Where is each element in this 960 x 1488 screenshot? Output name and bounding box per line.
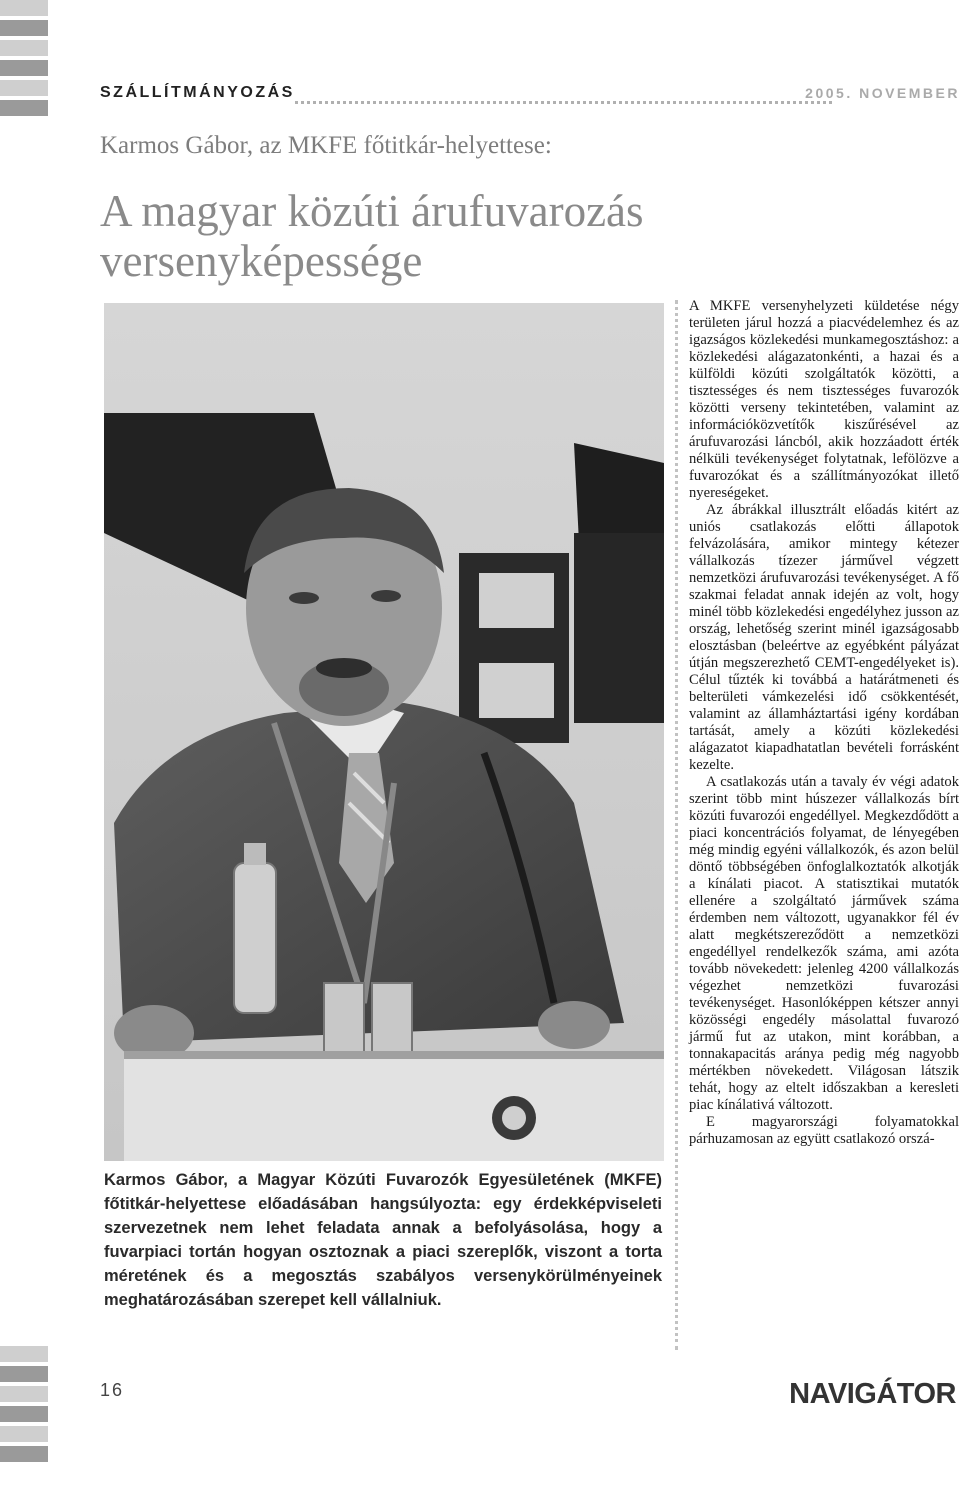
body-paragraph: A csatlakozás után a tavaly év végi adatok szerint több mint húszezer vállalkozás bírt közúti fuvarozói engedéllyel. Megkezdődött a piaci koncentrációs folyamat, de lényegében még mindig egyéni vállalkozók, és azon belül döntő többségében önfoglalkoztatók alkotják a kínálati piacot. A statisztikai mutatók ellenére a szolgáltató járművek száma érdemben nem változott, ugyanakkor fél év alatt megkétszereződött a nemzetközi engedéllyel rendelkezők száma, ami azóta tovább növekedett: jelenleg 4200 vállalkozás végezhet nemzetközi fuvarozási tevékenységet. Hasonlóképpen kétszer annyi közösségi engedély másolattal fuvarozó jármű fut az utakon, mint korábban, a tonnakapacitás aránya pedig még nagyobb mértékben növekedett. Világosan látszik tehát, hogy az eltelt időszakban a keresleti piac kínálativá változott.: [689, 774, 959, 1113]
section-label: SZÁLLÍTMÁNYOZÁS: [100, 84, 295, 101]
running-header: [100, 80, 960, 110]
body-paragraph: Az ábrákkal illusztrált előadás kitért az uniós csatlakozás előtti állapotok felvázolására, amikor mintegy kétezer vállalkozás tízezer járművel végzett nemzetközi árufuvarozási tevékenységet. A fő szakmai feladat annak idején az volt, hogy minél több közlekedési engedélyhez jusson az ország, lehetőség szerint minél igazságosabb elosztásban (beleértve az egyébként pályázat útján megszerezhető CEMT-engedélyeket is). Célul tűzték ki továbbá a határátmeneti és belterületi vámkezelési idő csökkentését, valamint az államháztartási igény kordában tartását, amely a közúti közlekedési alágazatot kiapadhatatlan bevételi forrásként kezelte.: [689, 502, 959, 773]
article-body: [689, 298, 959, 1148]
body-paragraph: A MKFE versenyhelyzeti küldetése négy területen járul hozzá a piacvédelemhez és az igazságos közlekedési munkamegosztáshoz: a közlekedési alágazatonkénti, a hazai és a külföldi közúti szolgáltatók közötti, a tisztességes és nem tisztességes fuvarozók közötti verseny tekintetében, valamint az információközvetítők kiszűrésével az árufuvarozási láncból, akik hozzáadott érték nélküli tevékenységet folytatnak, lefölözve a fuvarozókat és a szállítmányozókat illető nyereségeket.: [689, 298, 959, 501]
page-number: 16: [100, 1380, 125, 1400]
magazine-logo: NAVIGÁTOR: [789, 1378, 956, 1410]
issue-date: 2005. NOVEMBER: [805, 85, 960, 101]
article-title: A magyar közúti árufuvarozás versenyképessége: [100, 186, 644, 286]
margin-stripes-top: [0, 0, 48, 120]
article-subtitle: Karmos Gábor, az MKFE főtitkár-helyettese:: [100, 132, 552, 159]
margin-stripes-bottom: [0, 1346, 48, 1466]
header-dotted-rule: [295, 101, 832, 104]
speaker-photo: [104, 303, 664, 1161]
column-divider: [675, 300, 678, 1350]
photo-caption: Karmos Gábor, a Magyar Közúti Fuvarozók Egyesületének (MKFE) főtitkár-helyettese előadásában hangsúlyozta: egy érdekképviseleti szervezetnek nem lehet feladata annak a befolyásolása, hogy a fuvarpiaci tortán hogyan osztoznak a piaci szereplők, viszont a torta méretének és a megosztás szabályos versenykörülményeinek meghatározásában szerepet kell vállalniuk.: [104, 1171, 662, 1309]
body-paragraph: E magyarországi folyamatokkal párhuzamosan az együtt csatlakozó orszá-: [689, 1114, 959, 1147]
